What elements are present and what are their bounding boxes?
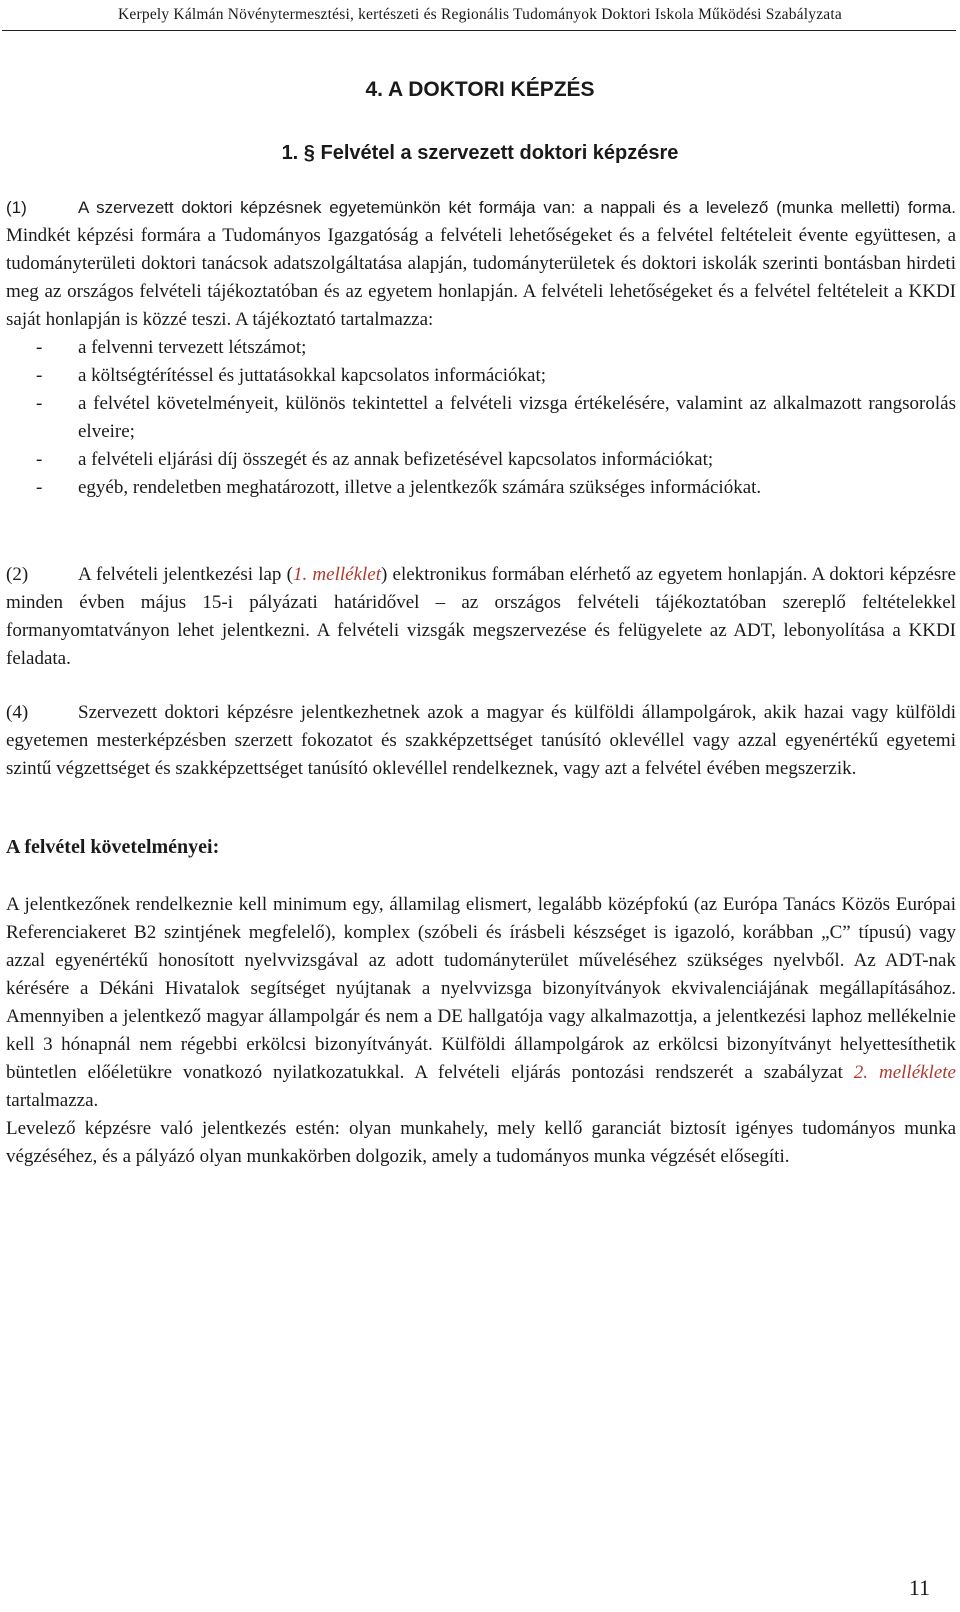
- header-rule: [2, 30, 956, 31]
- paragraph-1-intro: A szervezett doktori képzésnek egyetemünkön két formája van: a nappali és a levelező (munka melletti) forma.: [78, 198, 956, 217]
- paragraph-1: [6, 194, 956, 502]
- paragraph-1-body: Mindkét képzési formára a Tudományos Igazgatóság a felvételi lehetőségeket és a felvétel feltételeit évente együttesen, a tudományterületi doktori tanácsok adatszolgáltatása alapján, tudományterületek és doktori iskolák szerinti bontásban hirdeti meg az országos felvételi tájékoztatóban és az egyetem honlapján. A felvételi lehetőségeket és a felvétel feltételeit a KKDI saját honlapján is közzé teszi. A tájékoztató tartalmazza:: [6, 225, 956, 330]
- paragraph-2: (2) A felvételi jelentkezési lap (1. melléklet) elektronikus formában elérhető az egyetem honlapján. A doktori képzésre minden évben május 15-i pályázati határidővel – az országos felvételi tájékoztatóban szereplő feltételekkel formanyomtatványon lehet jelentkezni. A felvételi vizsgák megszervezése és felügyelete az ADT, lebonyolítása a KKDI feladata.: [6, 561, 956, 673]
- annex-2-link[interactable]: 2. melléklete: [853, 1062, 956, 1083]
- list-item: - a felvételi eljárási díj összegét és az annak befizetésével kapcsolatos információkat;: [36, 449, 714, 470]
- list-item: - a felvenni tervezett létszámot;: [36, 337, 307, 358]
- paragraph-4: (4) Szervezett doktori képzésre jelentkezhetnek azok a magyar és külföldi állampolgárok, akik hazai vagy külföldi egyetemen mesterképzésben szerzett fokozatot és szakképzettséget tanúsító oklevéllel vagy azzal egyenértékű egyetemi szintű végzettséget és szakképzettséget tanúsító oklevéllel rendelkeznek, vagy azt a felvétel évében megszerzik.: [6, 699, 956, 783]
- requirements-heading: A felvétel követelményei:: [6, 836, 220, 858]
- paragraph-number: (1): [6, 198, 27, 217]
- section-title: 1. § Felvétel a szervezett doktori képzésre: [281, 142, 679, 164]
- document-header: Kerpely Kálmán Növénytermesztési, kertészeti és Regionális Tudományok Doktori Iskola Működési Szabályzata: [118, 6, 842, 23]
- list-item: - a költségtérítéssel és juttatásokkal kapcsolatos információkat;: [36, 365, 547, 386]
- chapter-title: 4. A DOKTORI KÉPZÉS: [365, 78, 595, 101]
- correspondence-paragraph: Levelező képzésre való jelentkezés estén: olyan munkahely, mely kellő garanciát biztosít igényes tudományos munka végzéséhez, és a pályázó olyan munkakörben dolgozik, amely a tudományos munka végzését elősegíti.: [6, 1118, 956, 1167]
- list-item: - egyéb, rendeletben meghatározott, illetve a jelentkezők számára szükséges információkat.: [36, 477, 762, 498]
- page-number: 11: [908, 1575, 930, 1600]
- requirements-body: A jelentkezőnek rendelkeznie kell minimum egy, államilag elismert, legalább középfokú (az Európa Tanács Közös Európai Referenciakeret B2 szintjének megfelelő), komplex (szóbeli és írásbeli készséget is igazoló, korábban „C” típusú) vagy azzal egyenértékű honosított nyelvvizsgával az adott tudományterület műveléséhez szükséges nyelvből. Az ADT-nak kérésére a Dékáni Hivatalok segítséget nyújtanak a nyelvvizsga bizonyítványok ekvivalenciájának megállapításához. Amennyiben a jelentkező magyar állampolgár és nem a DE hallgatója vagy alkalmazottja, a jelentkezési laphoz mellékelnie kell 3 hónapnál nem régebbi erkölcsi bizonyítványát. Külföldi állampolgárok az erkölcsi bizonyítványt helyettesíthetik büntetlen előéletükre vonatkozó nyilatkozatukkal. A felvételi eljárás pontozási rendszerét a szabályzat 2. melléklete tartalmazza. Levelező képzésre való jelentkezés estén: olyan munkahely, mely kellő garanciát biztosít igényes tudományos munka végzéséhez, és a pályázó olyan munkakörben dolgozik, amely a tudományos munka végzését elősegíti.: [6, 891, 956, 1171]
- info-list: [6, 334, 956, 502]
- paragraph-number: (4): [6, 702, 29, 723]
- list-item: - a felvétel követelményeit, különös tekintettel a felvételi vizsga értékelésére, valamint az alkalmazott rangsorolás elveire;: [36, 393, 956, 442]
- paragraph-number: (2): [6, 564, 29, 585]
- annex-1-link[interactable]: 1. melléklet: [292, 564, 381, 585]
